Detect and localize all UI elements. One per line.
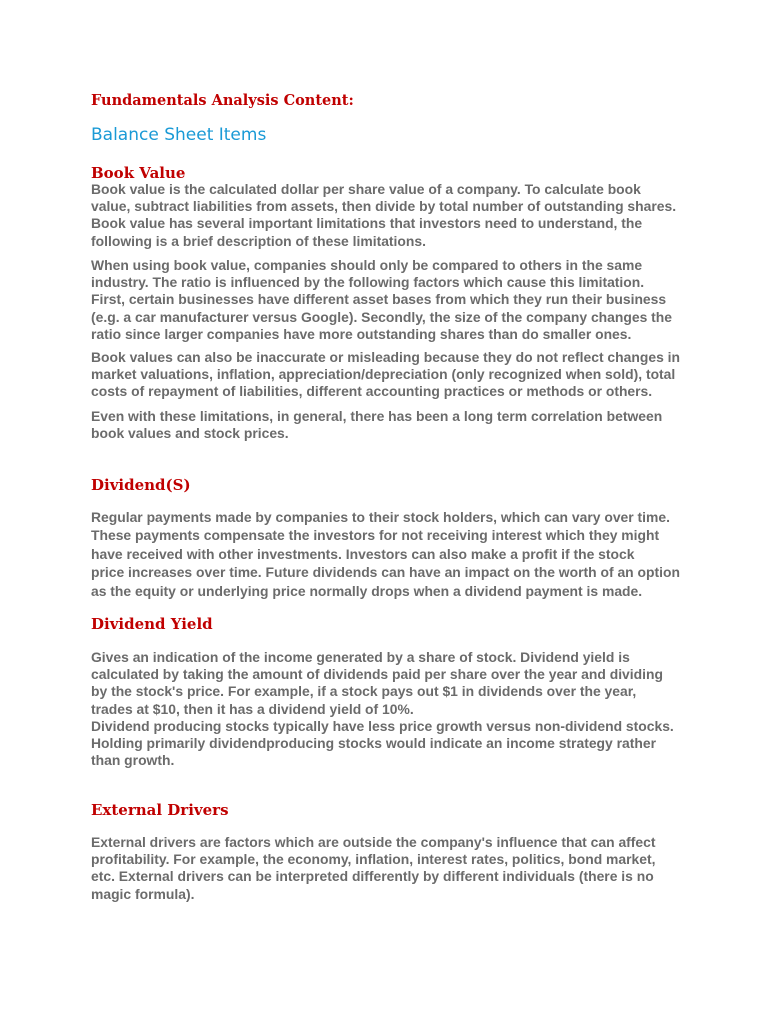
text-line: Book value has several important limitations that investors need to understand, the [91,215,643,232]
text-line: following is a brief description of these limitations. [91,232,426,249]
text-line: External drivers are factors which are outside the company's influence that can affect [91,834,656,850]
text-line: When using book value, companies should only be compared to others in the same [91,257,643,273]
text-line: Even with these limitations, in general, there has been a long term correlation between [91,408,663,424]
text-line: market valuations, inflation, appreciation/depreciation (only recognized when sold), total [91,366,676,383]
text-line: Book values can also be inaccurate or misleading because they do not reflect changes in [91,349,680,365]
text-line: Book value is the calculated dollar per share value of a company. To calculate book [91,181,641,197]
text-line: profitability. For example, the economy, inflation, interest rates, politics, bond market, [91,851,656,868]
text-line: as the equity or underlying price normally drops when a dividend payment is made. [91,582,643,599]
text-line: costs of repayment of liabilities, different accounting practices or methods or others. [91,383,653,400]
text-line: These payments compensate the investors for not receiving interest which they might [91,527,660,544]
text-line: calculated by taking the amount of dividends paid per share over the year and dividing [91,666,663,683]
text-line: price increases over time. Future dividends can have an impact on the worth of an option [91,564,680,581]
text-line: First, certain businesses have different asset bases from which they run their business [91,291,667,308]
text-line: Regular payments made by companies to their stock holders, which can vary over time. [91,509,670,525]
book-value-paragraph-4 [91,408,691,442]
text-line: Dividend producing stocks typically have less price growth versus non-dividend stocks. [91,717,674,734]
text-line: by the stock's price. For example, if a stock pays out $1 in dividends over the year, [91,683,637,700]
text-line: than growth. [91,752,175,769]
dividend-yield-paragraph [91,649,691,769]
book-value-paragraph-3 [91,349,691,401]
book-value-paragraph-1 [91,181,691,250]
text-line: have received with other investments. Investors can also make a profit if the stock [91,545,635,562]
document-subtitle: Balance Sheet Items [91,125,267,145]
dividend-yield-heading: Dividend Yield [91,615,213,633]
text-line: book values and stock prices. [91,425,289,442]
external-drivers-heading: External Drivers [91,801,229,819]
dividends-heading: Dividend(S) [91,476,191,494]
text-line: Gives an indication of the income generated by a share of stock. Dividend yield is [91,649,630,665]
text-line: ratio since larger companies have more outstanding shares than do smaller ones. [91,325,632,342]
text-line: etc. External drivers can be interpreted differently by different individuals (there is no [91,868,654,885]
text-line: industry. The ratio is influenced by the following factors which cause this limitation. [91,274,645,291]
book-value-paragraph-2 [91,257,691,343]
text-line: magic formula). [91,885,195,902]
text-line: Holding primarily dividendproducing stocks would indicate an income strategy rather [91,735,656,752]
external-drivers-paragraph [91,834,691,903]
dividends-paragraph [91,508,691,600]
text-line: value, subtract liabilities from assets, then divide by total number of outstanding shares. [91,198,677,215]
book-value-heading: Book Value [91,164,186,182]
text-line: (e.g. a car manufacturer versus Google). Secondly, the size of the company changes the [91,308,672,325]
text-line: trades at $10, then it has a dividend yield of 10%. [91,700,414,717]
document-title: Fundamentals Analysis Content: [91,92,354,109]
